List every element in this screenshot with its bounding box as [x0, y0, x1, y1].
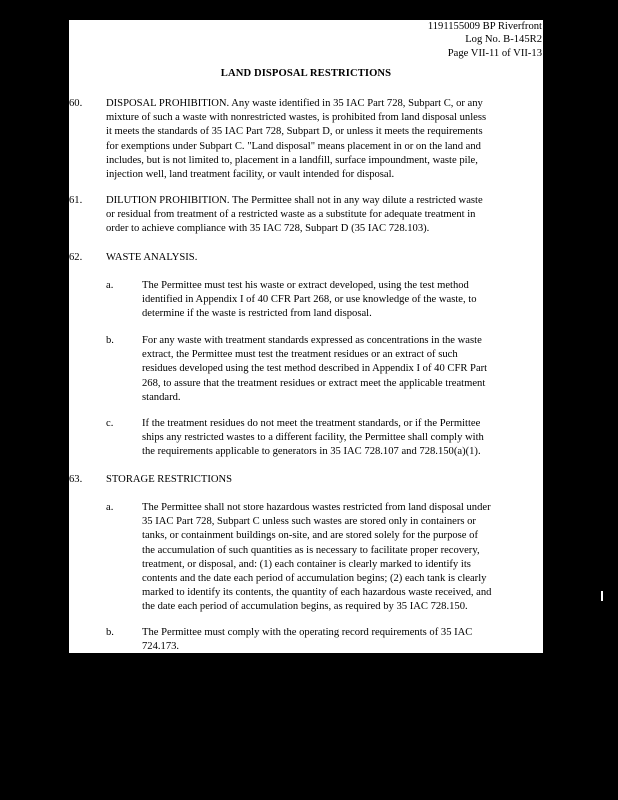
scan-artifact-mark — [601, 591, 603, 601]
header-log-number: Log No. B-145R2 — [465, 34, 542, 45]
text-line: WASTE ANALYSIS. — [106, 252, 198, 263]
page-title: LAND DISPOSAL RESTRICTIONS — [220, 68, 392, 79]
text-line: determine if the waste is restricted from land disposal. — [142, 308, 372, 320]
text-line: standard. — [142, 391, 181, 403]
header-facility-id: 1191155009 BP Riverfront — [427, 21, 542, 32]
section-63-heading — [106, 473, 541, 487]
section-62c-paragraph — [142, 417, 541, 460]
text-line: tanks, or containment buildings on-site, and are stored solely for the purpose of — [142, 530, 478, 542]
text-line: ships any restricted wastes to a different facility, the Permittee shall comply with — [142, 432, 484, 444]
section-63b-paragraph — [142, 626, 541, 653]
document-page — [69, 20, 543, 653]
text-line: If the treatment residues do not meet the treatment standards, or if the Permittee — [142, 418, 481, 429]
section-63a-letter: a. — [106, 502, 114, 513]
section-62-number: 62. — [69, 252, 83, 263]
text-line: the date each period of accumulation begins, as required by 35 IAC 728.150. — [142, 601, 468, 613]
section-62-heading — [106, 251, 541, 265]
text-line: injection well, land treatment facility, or vault intended for disposal. — [106, 169, 395, 181]
section-63a-paragraph — [142, 501, 541, 615]
section-62b-paragraph — [142, 334, 541, 405]
section-60-paragraph — [106, 97, 541, 182]
section-62a-letter: a. — [106, 280, 114, 291]
section-62a-paragraph — [142, 279, 541, 322]
text-line: DISPOSAL PROHIBITION. Any waste identified in 35 IAC Part 728, Subpart C, or any — [106, 98, 483, 109]
text-line: the requirements applicable to generators in 35 IAC 728.107 and 728.150(a)(1). — [142, 446, 481, 458]
section-61-number: 61. — [69, 195, 83, 206]
text-line: residues developed using the test method described in Appendix I of 40 CFR Part — [142, 363, 488, 375]
text-line: mixture of such a waste with nonrestricted wastes, is prohibited from land disposal unless — [106, 112, 487, 124]
text-line: The Permittee must test his waste or extract developed, using the test method — [142, 280, 469, 291]
text-line: The Permittee shall not store hazardous wastes restricted from land disposal under — [142, 502, 491, 513]
text-line: extract, the Permittee must test the treatment residues or an extract of such — [142, 349, 458, 361]
text-line: identified in Appendix I of 40 CFR Part 268, or use knowledge of the waste, to — [142, 294, 477, 306]
header-page-number: Page VII-11 of VII-13 — [447, 48, 542, 59]
section-60-number: 60. — [69, 98, 83, 109]
text-line: it meets the standards of 35 IAC Part 728, Subpart D, or unless it meets the requirements — [106, 126, 483, 138]
text-line: for exemptions under Subpart C. "Land disposal" means placement in or on the land and — [106, 140, 481, 152]
text-line: includes, but is not limited to, placement in a landfill, surface impoundment, waste pile, — [106, 154, 478, 166]
text-line: The Permittee must comply with the operating record requirements of 35 IAC — [142, 627, 473, 638]
section-62c-letter: c. — [106, 418, 114, 429]
text-line: treatment, or disposal, and: (1) each container is clearly marked to identify its — [142, 558, 471, 570]
section-62b-letter: b. — [106, 335, 114, 346]
section-63b-letter: b. — [106, 627, 114, 638]
text-line: 268, to assure that the treatment residues or extract meet the applicable treatment — [142, 377, 486, 389]
text-line: 35 IAC Part 728, Subpart C unless such wastes are stored only in containers or — [142, 516, 476, 528]
text-line: the accumulation of such quantities as is necessary to facilitate proper recovery, — [142, 544, 480, 556]
text-line: STORAGE RESTRICTIONS — [106, 474, 233, 485]
text-line: 724.173. — [142, 641, 180, 653]
section-63-number: 63. — [69, 474, 83, 485]
text-line: order to achieve compliance with 35 IAC 728, Subpart D (35 IAC 728.103). — [106, 223, 430, 235]
text-line: marked to identify its contents, the quantity of each hazardous waste received, and — [142, 587, 492, 599]
section-61-paragraph — [106, 194, 541, 237]
text-line: For any waste with treatment standards expressed as concentrations in the waste — [142, 335, 482, 346]
text-line: contents and the date each period of accumulation begins; (2) each tank is clearly — [142, 573, 487, 585]
text-line: or residual from treatment of a restricted waste as a substitute for adequate treatment in — [106, 209, 476, 221]
text-line: DILUTION PROHIBITION. The Permittee shall not in any way dilute a restricted waste — [106, 195, 483, 206]
